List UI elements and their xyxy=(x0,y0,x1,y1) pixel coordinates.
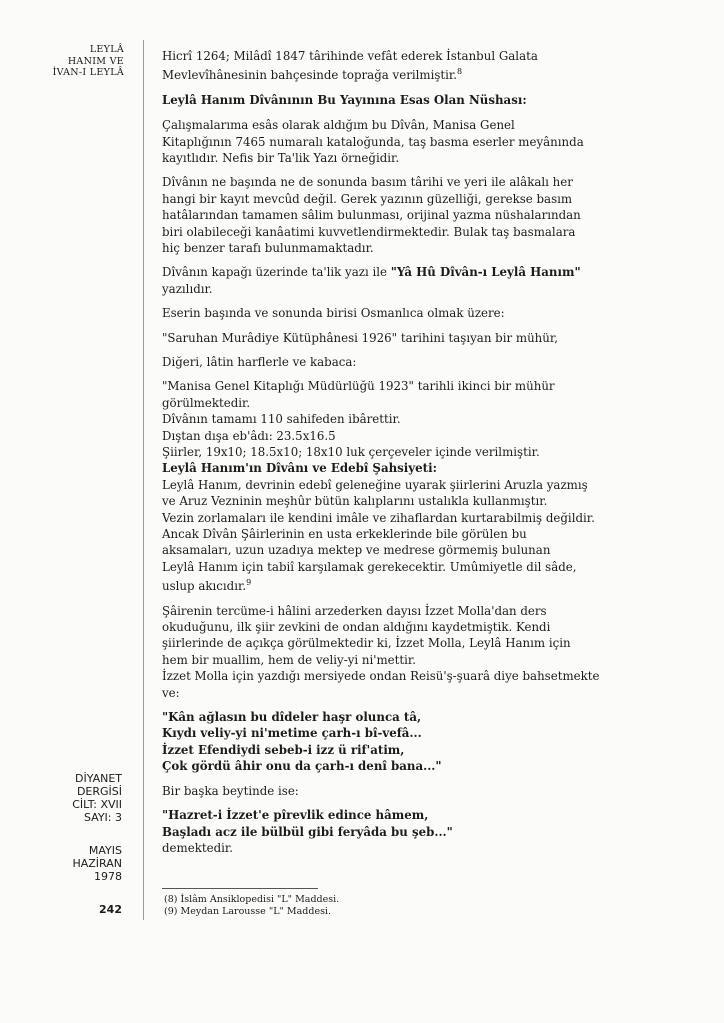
text-line: uslup akıcıdır. xyxy=(162,579,247,594)
text-line: ve Aruz Vezninin meşhûr bütün kalıplarını ustalıkla kullanmıştır. xyxy=(162,494,548,509)
verse-line: İzzet Efendiydi sebeb-i izz ü rif'atim, xyxy=(162,742,405,757)
footnote-divider xyxy=(162,888,318,889)
paragraph xyxy=(162,117,698,166)
text-line: Hicrî 1264; Milâdî 1847 târihinde vefât ederek İstanbul Galata xyxy=(162,49,538,63)
paragraph xyxy=(162,264,698,297)
paragraph: "Saruhan Murâdiye Kütüphânesi 1926" tarihini taşıyan bir mühür, xyxy=(162,330,558,345)
verse-line: Kıydı veliy-yi ni'metime çarh-ı bî-vefâ... xyxy=(162,726,422,741)
journal-name: DİYANET xyxy=(74,772,122,785)
verse-line: "Kân ağlasın bu dîdeler haşr oluncа tâ, xyxy=(162,710,422,725)
paragraph: Dıştan dışa eb'âdı: 23.5x16.5 xyxy=(162,428,336,443)
text-line: Kitaplığının 7465 numaralı kataloğunda, taş basma eserler meyânında xyxy=(162,134,584,149)
verse-block xyxy=(162,807,698,840)
text-line: Şâirenin tercüme-i hâlini arzederken dayısı İzzet Molla'dan ders xyxy=(162,603,547,618)
paragraph xyxy=(162,603,698,669)
paragraph: Diğeri, lâtin harflerle ve kabaca: xyxy=(162,355,357,370)
verse-line: Başladı acz ile bülbül gibi feryâda bu şeb..." xyxy=(162,824,453,839)
issue-month: HAZİRAN xyxy=(72,857,122,870)
text-line: Vezin zorlamaları ile kendini imâle ve zihaflardan kurtarabilmiş değildir. xyxy=(162,510,595,525)
text-line: şiirlerinde de açıkça görülmektedir ki, İzzet Molla, Leylâ Hanım için xyxy=(162,636,571,651)
issue-month: MAYIS xyxy=(88,844,122,857)
paragraph: Bir başka beytinde ise: xyxy=(162,783,299,798)
text-segment: Dîvânın kapağı üzerinde ta'lik yazı ile xyxy=(162,265,387,280)
issue-year: 1978 xyxy=(94,870,122,883)
paragraph: Dîvânın tamamı 110 sahifeden ibârettir. xyxy=(162,412,401,427)
journal-issue: SAYI: 3 xyxy=(83,811,122,824)
journal-name: DERGİSİ xyxy=(76,785,122,798)
running-head xyxy=(10,44,124,79)
column-divider xyxy=(143,40,144,920)
text-line: hem bir muallim, hem de veliy-yi ni'mettir. xyxy=(162,652,417,667)
page-margin xyxy=(0,0,124,1023)
section-heading: Leylâ Hanım'ın Dîvânı ve Edebî Şahsiyeti: xyxy=(162,461,437,476)
verse-line: Çok gördü âhir onu da çarh-ı denî bana..." xyxy=(162,759,442,774)
footnote-ref: 9 xyxy=(246,578,252,588)
paragraph xyxy=(162,477,698,595)
text-line: hangi bir kayıt mevcûd değil. Gerek yazının güzelliği, gerekse basım xyxy=(162,191,573,206)
running-head-line: LEYLÂ xyxy=(89,44,124,55)
text-segment: yazılıdır. xyxy=(162,281,213,296)
paragraph xyxy=(162,174,698,256)
cover-inscription: "Yâ Hû Dîvân-ı Leylâ Hanım" xyxy=(390,265,581,280)
paragraph xyxy=(162,668,698,701)
text-line: kayıtlıdır. Nefis bir Ta'lik Yazı örneğidir. xyxy=(162,150,400,165)
text-line: "Manisa Genel Kitaplığı Müdürlüğü 1923" tarihli ikinci bir mühür xyxy=(162,379,555,394)
text-line: okuduğunu, ilk şiir zevkini de ondan aldığını kaydetmiştik. Kendi xyxy=(162,620,551,635)
text-line: hatâlarından tamamen sâlim bulunması, orijinal yazma nüshalarından xyxy=(162,208,581,223)
journal-info xyxy=(10,772,122,824)
text-line: Çalışmalarıma esâs olarak aldığım bu Dîvân, Manisa Genel xyxy=(162,118,515,133)
text-line: ve: xyxy=(162,685,180,700)
text-line: Dîvânın ne başında ne de sonunda basım târihi ve yeri ile alâkalı her xyxy=(162,175,573,190)
text-line: hiç benzer tarafı bulunmamaktadır. xyxy=(162,240,374,255)
issue-date xyxy=(10,844,122,883)
paragraph: Şiirler, 19x10; 18.5x10; 18x10 luk çerçeveler içinde verilmiştir. xyxy=(162,445,540,460)
paragraph: demektedir. xyxy=(162,840,233,855)
footnote: (8) İslâm Ansiklopedisi "L" Maddesi. xyxy=(164,894,340,905)
verse-block xyxy=(162,709,698,775)
text-line: Ancak Dîvân Şâirlerinin en usta erkeklerinde bile görülen bu xyxy=(162,527,527,542)
journal-volume: CİLT: XVII xyxy=(72,798,122,811)
footnotes xyxy=(164,894,564,918)
text-line: görülmektedir. xyxy=(162,395,251,410)
text-line: biri olabileceği kanâatimi kuvvetlendirmektedir. Bulak taş basmalara xyxy=(162,224,576,239)
running-head-line: İVAN-I LEYLÂ xyxy=(52,67,124,78)
running-head-line: HANIM VE xyxy=(67,55,124,67)
text-line: Leylâ Hanım için tabiî karşılamak gerekecektir. Umûmiyetle dil sâde, xyxy=(162,559,577,574)
verse-line: "Hazret-i İzzet'e pîrevlik edince hâmem, xyxy=(162,808,429,823)
paragraph xyxy=(162,48,698,84)
text-line: aksamaları, uzun uzadıya mektep ve medrese görmemiş bulunan xyxy=(162,543,551,558)
paragraph xyxy=(162,378,698,411)
text-line: Leylâ Hanım, devrinin edebî geleneğine uyarak şiirlerini Aruzla yazmış xyxy=(162,477,588,492)
footnote-ref: 8 xyxy=(457,67,463,77)
page-number: 242 xyxy=(99,903,122,916)
article-body xyxy=(162,48,698,856)
paragraph: Eserin başında ve sonunda birisi Osmanlıca olmak üzere: xyxy=(162,306,505,321)
footnote: (9) Meydan Larousse "L" Maddesi. xyxy=(164,906,331,917)
text-line: Mevlevîhânesinin bahçesinde toprağa verilmiştir. xyxy=(162,68,458,83)
section-heading: Leylâ Hanım Dîvânının Bu Yayınına Esas Olan Nüshası: xyxy=(162,92,527,107)
text-line: İzzet Molla için yazdığı mersiyede ondan Reisü'ş-şuarâ diye bahsetmekte xyxy=(162,669,600,684)
